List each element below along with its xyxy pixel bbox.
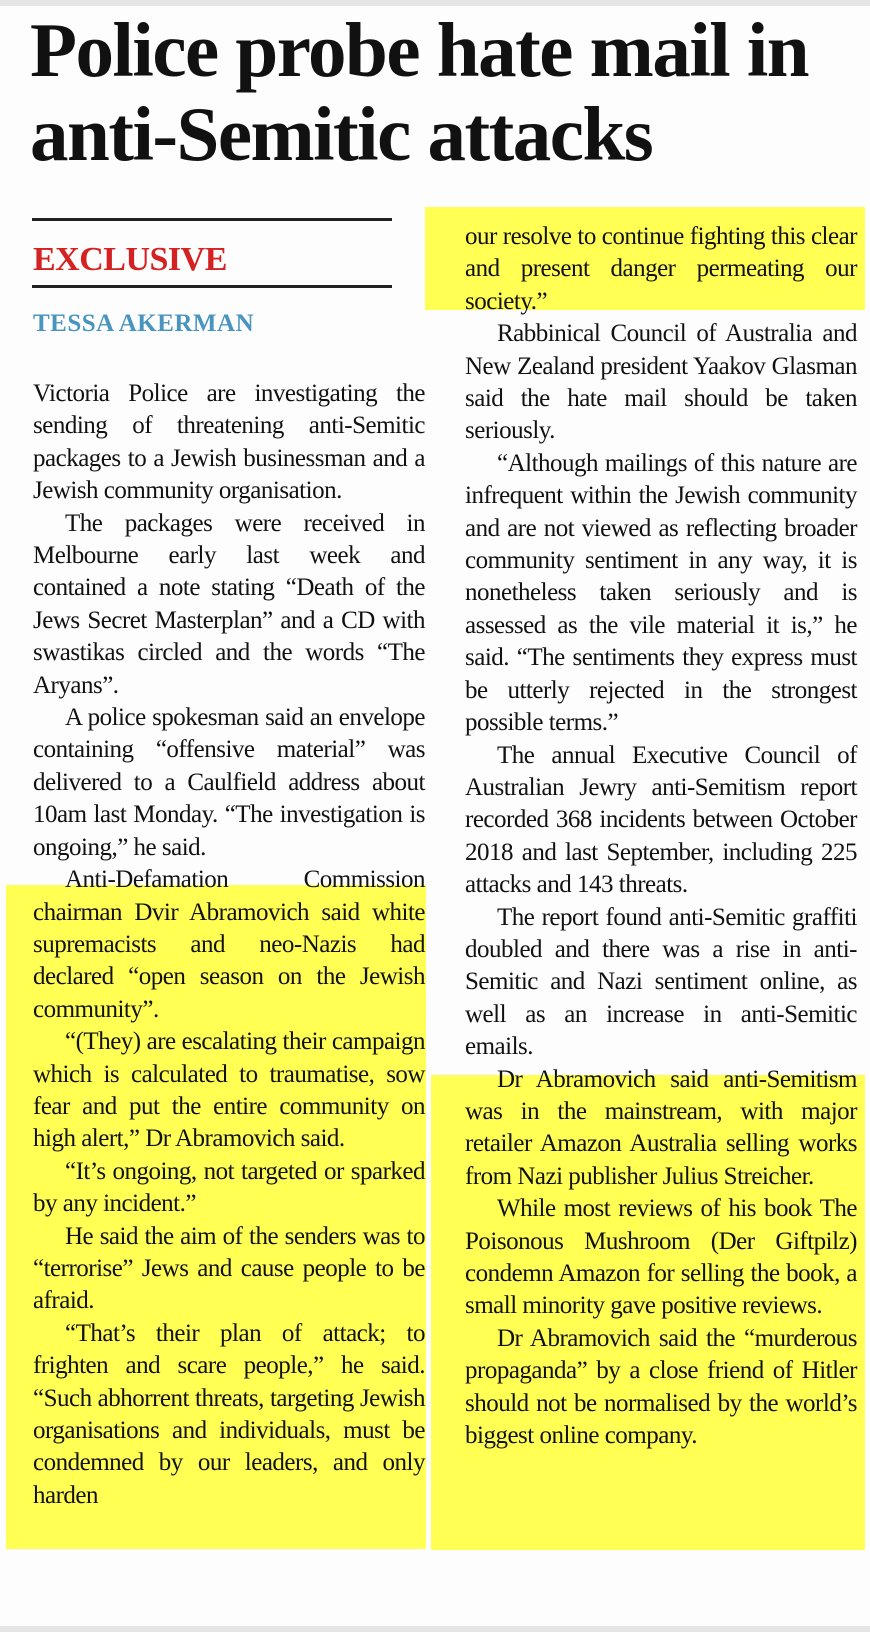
paragraph: Dr Abramovich said anti-Semitism was in the mainstream, with major retailer Amazon Australia selling works from Nazi publisher Julius Streicher.	[465, 1065, 857, 1190]
article-column-1	[33, 378, 425, 1512]
headline: Police probe hate mail in anti-Semitic attacks	[30, 7, 809, 177]
paragraph: “That’s their plan of attack; to frighten and scare people,” he said. “Such abhorrent threats, targeting Jewish organisations and individuals, must be condemned by our leaders, and only harden	[33, 1319, 425, 1509]
bottom-border	[0, 1626, 870, 1632]
paragraph: Rabbinical Council of Australia and New Zealand president Yaakov Glasman said the hate mail should be taken seriously.	[465, 320, 857, 445]
kicker-bottom-rule	[32, 285, 392, 288]
paragraph: “It’s ongoing, not targeted or sparked by any incident.”	[33, 1157, 425, 1218]
article-column-2	[465, 221, 857, 1452]
paragraph: A police spokesman said an envelope containing “offensive material” was delivered to a Caulfield address about 10am last Monday. “The investigation is ongoing,” he said.	[33, 704, 425, 861]
paragraph: Dr Abramovich said the “murderous propaganda” by a close friend of Hitler should not be normalised by the world’s biggest online company.	[465, 1324, 857, 1450]
paragraph: He said the aim of the senders was to “terrorise” Jews and cause people to be afraid.	[33, 1222, 425, 1315]
byline: TESSA AKERMAN	[33, 310, 255, 337]
paragraph: “Although mailings of this nature are infrequent within the Jewish community and are not viewed as reflecting broader community sentiment in any way, it is nonetheless taken seriously and is assessed as the vile material it is,” he said. “The sentiments they express must be utterly rejected in the strongest possible terms.”	[465, 449, 857, 737]
paragraph: The annual Executive Council of Australian Jewry anti-Semitism report recorded 368 incidents between October 2018 and last September, including 225 attacks and 143 threats.	[465, 741, 857, 899]
paragraph: “(They) are escalating their campaign which is calculated to traumatise, sow fear and put the entire community on high alert,” Dr Abramovich said.	[33, 1028, 425, 1153]
paragraph: While most reviews of his book The Poisonous Mushroom (Der Giftpilz) condemn Amazon for selling the book, a small minority gave positive reviews.	[465, 1195, 857, 1320]
top-border	[0, 0, 870, 6]
paragraph: The report found anti-Semitic graffiti doubled and there was a rise in anti-Semitic and Nazi sentiment online, as well as an increase in anti-Semitic emails.	[465, 903, 857, 1061]
paragraph: Victoria Police are investigating the sending of threatening anti-Semitic packages to a Jewish businessman and a Jewish community organisation.	[33, 380, 425, 505]
kicker-top-rule	[32, 218, 392, 221]
kicker-label: EXCLUSIVE	[33, 241, 227, 278]
paragraph: The packages were received in Melbourne early last week and contained a note stating “Death of the Jews Secret Masterplan” and a CD with swastikas circled and the words “The Aryans”.	[33, 509, 425, 699]
paragraph: Anti-Defamation Commission chairman Dvir Abramovich said white supremacists and neo-Nazis had declared “open season on the Jewish community”.	[33, 866, 425, 1023]
paragraph: our resolve to continue fighting this clear and present danger permeating our society.”	[465, 223, 857, 315]
